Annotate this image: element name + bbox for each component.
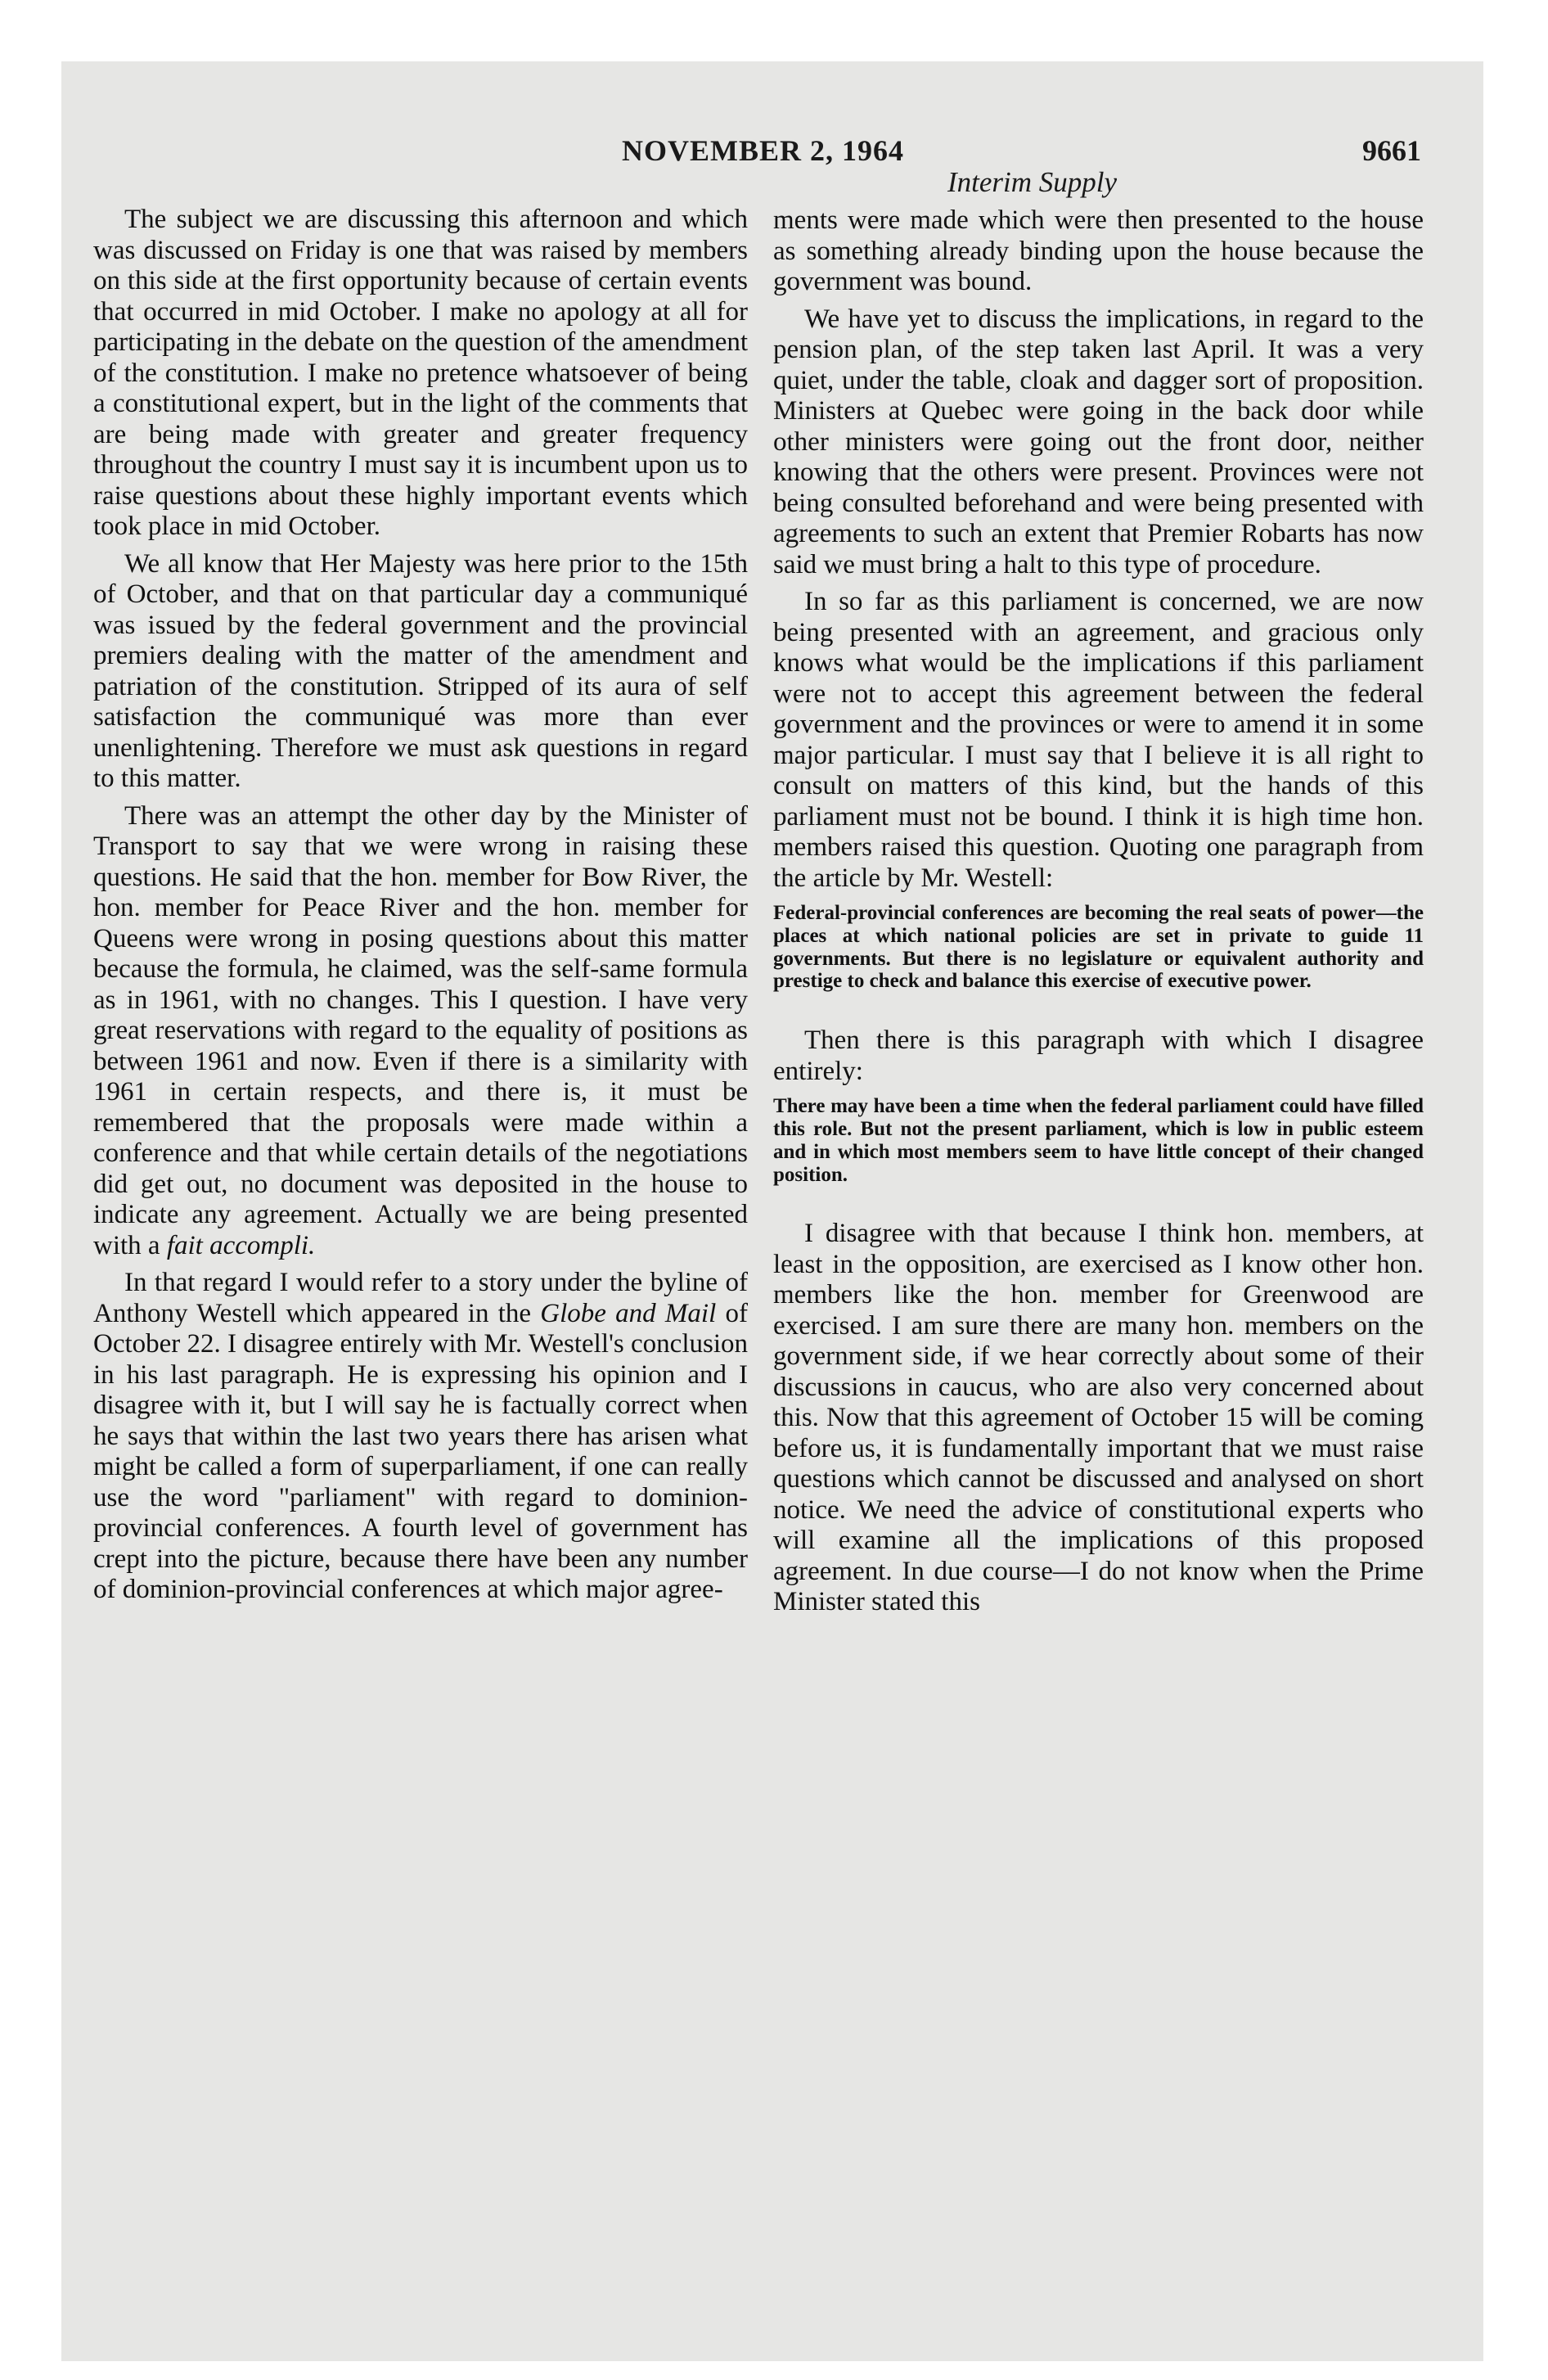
- italic-phrase: fait accompli.: [166, 1230, 316, 1260]
- page-number: 9661: [1362, 134, 1421, 167]
- paragraph-text: There was an attempt the other day by the Minister of Transport to say that we were wrong in raising these questions. He said that the hon. member for Bow River, the hon. member for Peace River and the hon. member for Queens were wrong in posing questions about this matter because the formula, he claimed, was the self-same formula as in 1961, with no changes. This I question. I have very great reservations with regard to the equality of positions as between 1961 and now. Even if there is a similarity with 1961 in certain respects, and there is, it must be remembered that the proposals were made within a conference and that while certain details of the negotiations did get out, no document was deposited in the house to indicate any agreement. Actually we are being presented with a: [93, 800, 748, 1260]
- paragraph: Then there is this paragraph with which I disagree entirely:: [773, 1025, 1424, 1086]
- newspaper-title: Globe and Mail: [540, 1298, 717, 1328]
- right-column: [773, 205, 1424, 1625]
- paragraph: [93, 801, 748, 1262]
- left-column: [93, 205, 748, 1612]
- page-date-header: NOVEMBER 2, 1964: [622, 134, 905, 167]
- running-head: Interim Supply: [947, 166, 1118, 198]
- block-quote: Federal-provincial conferences are becoming the real seats of power—the places at which national policies are set in private to guide 11 governments. But there is no legislature or equivalent authority and prestige to check and balance this exercise of executive power.: [773, 902, 1424, 993]
- block-quote: There may have been a time when the federal parliament could have filled this role. But not the present parliament, which is low in public esteem and in which most members seem to have little concept of their changed position.: [773, 1095, 1424, 1186]
- paragraph: The subject we are discussing this afternoon and which was discussed on Friday is one that was raised by members on this side at the first opportunity because of certain events that occurred in mid October. I make no apology at all for participating in the debate on the question of the amendment of the constitution. I make no pretence whatsoever of being a constitutional expert, but in the light of the comments that are being made with greater and greater frequency throughout the country I must say it is incumbent upon us to raise questions about these highly important events which took place in mid October.: [93, 205, 749, 541]
- paragraph: ments were made which were then presented to the house as something already binding upon the house because the government was bound.: [773, 205, 1424, 296]
- paragraph: [93, 1268, 748, 1606]
- paragraph: In so far as this parliament is concerned, we are now being presented with an agreement, and gracious only knows what would be the implications if this parliament were not to accept this agreement between the federal government and the provinces or were to amend it in some major particular. I must say that I believe it is all right to consult on matters of this kind, but the hands of this parliament must not be bound. I think it is high time hon. members raised this question. Quoting one paragraph from the article by Mr. Westell:: [773, 587, 1424, 893]
- paragraph: We have yet to discuss the implications, in regard to the pension plan, of the step taken last April. It was a very quiet, under the table, cloak and dagger sort of proposition. Ministers at Quebec were going in the back door while other ministers were going out the front door, neither knowing that the others were present. Provinces were not being consulted beforehand and were being presented with agreements to such an extent that Premier Robarts has now said we must bring a halt to this type of procedure.: [773, 304, 1424, 579]
- paragraph: We all know that Her Majesty was here prior to the 15th of October, and that on that particular day a communiqué was issued by the federal government and the provincial premiers dealing with the matter of the amendment and patriation of the constitution. Stripped of its aura of self satisfaction the communiqué was more than ever unenlightening. Therefore we must ask questions in regard to this matter.: [93, 548, 748, 793]
- paragraph-text: In that regard I would refer to a story under the byline of Anthony Westell which appeared in the: [93, 1268, 748, 1328]
- paragraph: I disagree with that because I think hon. members, at least in the opposition, are exercised as I know other hon. members like the hon. member for Greenwood are exercised. I am sure there are many hon. members on the government side, if we hear correctly about some of their discussions in caucus, who are also very concerned about this. Now that this agreement of October 15 will be coming before us, it is fundamentally important that we must raise questions which cannot be discussed and analysed on short notice. We need the advice of constitutional experts who will examine all the implications of this proposed agreement. In due course—I do not know when the Prime Minister stated this: [773, 1219, 1424, 1617]
- paragraph-text: of October 22. I disagree entirely with Mr. Westell's conclusion in his last paragraph. He is expressing his opinion and I disagree with it, but I will say he is factually correct when he says that within the last two years there has arisen what might be called a form of superparliament, if one can really use the word "parliament" with regard to dominion-provincial conferences. A fourth level of government has crept into the picture, because there have been any number of dominion-provincial conferences at which major agree-: [93, 1298, 748, 1604]
